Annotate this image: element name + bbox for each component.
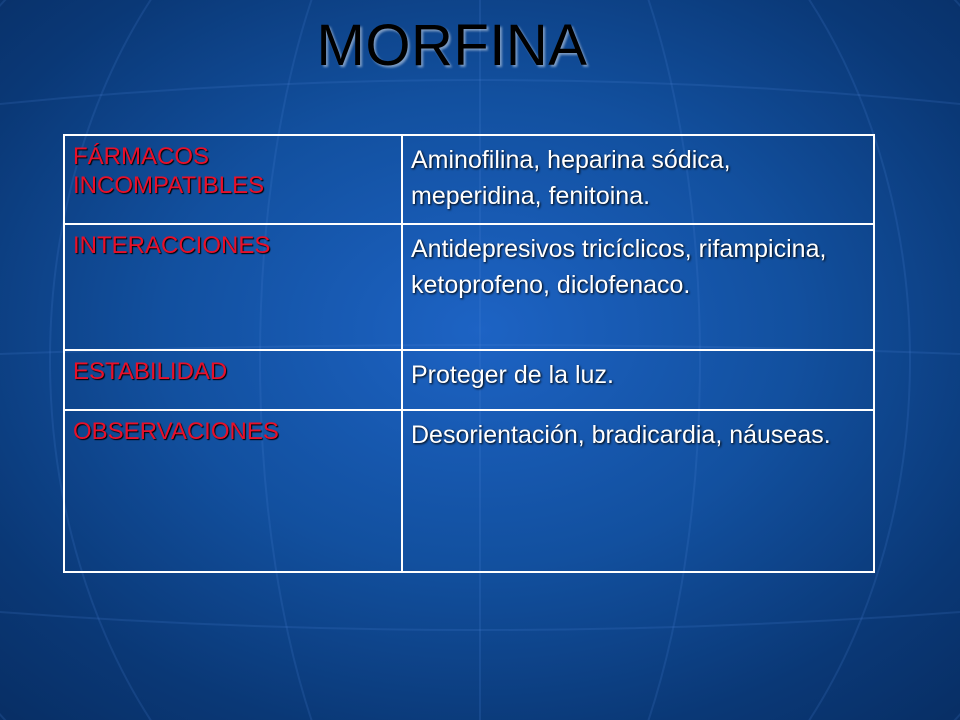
row-value-text: Desorientación, bradicardia, náuseas. (411, 421, 831, 449)
row-value-text: Aminofilina, heparina sódica, meperidina, fenitoina. (411, 146, 731, 210)
row-label-text: ESTABILIDAD (73, 358, 228, 385)
row-value-interactions (402, 224, 874, 350)
row-label-text: FÁRMACOS INCOMPATIBLES (73, 143, 265, 199)
table-row (64, 224, 874, 350)
row-label-stability (64, 350, 402, 410)
row-value-stability (402, 350, 874, 410)
row-label-text: OBSERVACIONES (73, 418, 279, 445)
row-label-incompatible-drugs (64, 135, 402, 224)
table-row (64, 135, 874, 224)
row-label-observations (64, 410, 402, 572)
row-label-interactions (64, 224, 402, 350)
drug-info-table (63, 134, 875, 573)
row-value-text: Proteger de la luz. (411, 361, 614, 389)
row-value-observations (402, 410, 874, 572)
slide-title: MORFINA (316, 13, 588, 78)
row-value-incompatible-drugs (402, 135, 874, 224)
row-value-text: Antidepresivos tricíclicos, rifampicina, ketoprofeno, diclofenaco. (411, 235, 827, 299)
table-row (64, 410, 874, 572)
row-label-text: INTERACCIONES (73, 232, 271, 259)
table-row (64, 350, 874, 410)
